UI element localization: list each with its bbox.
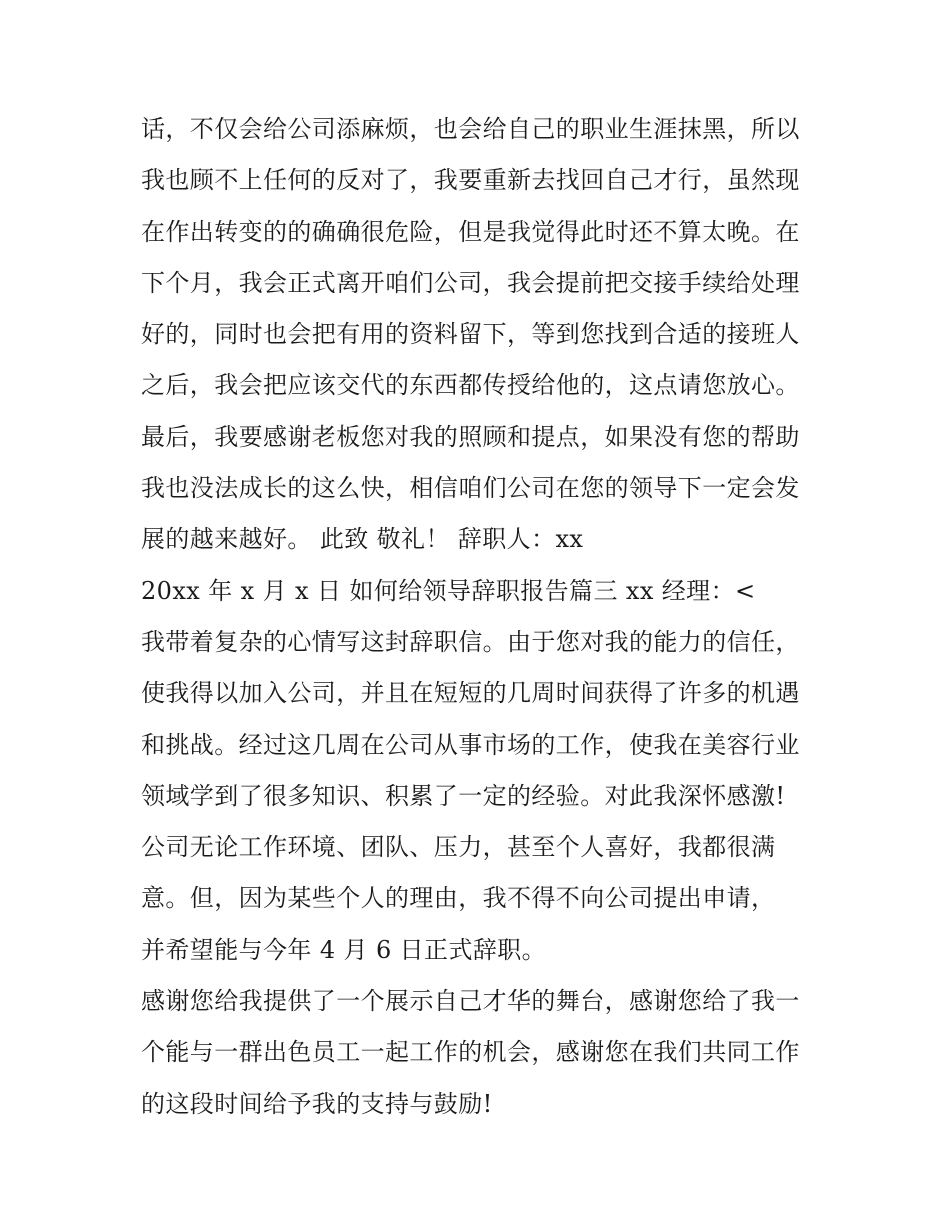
text-line-16: 意。但，因为某些个人的理由，我不得不向公司提出申请， [141, 884, 776, 913]
text-line-3: 在作出转变的的确确很危险，但是我觉得此时还不算太晚。在 [141, 217, 800, 246]
text-line-13: 和挑战。经过这几周在公司从事市场的工作，使我在美容行业 [141, 730, 800, 759]
text-line-8: 我也没法成长的这么快，相信咱们公司在您的领导下一定会发 [141, 474, 800, 503]
text-line-11: 我带着复杂的心情写这封辞职信。由于您对我的能力的信任， [141, 627, 800, 656]
text-line-9: 展的越来越好。 此致 敬礼！ 辞职人：xx [141, 525, 584, 554]
text-line-5: 好的，同时也会把有用的资料留下，等到您找到合适的接班人 [141, 320, 800, 349]
text-line-7: 最后，我要感谢老板您对我的照顾和提点，如果没有您的帮助 [141, 422, 800, 451]
text-line-10: 20xx 年 x 月 x 日 如何给领导辞职报告篇三 xx 经理：< [141, 576, 756, 605]
letter-body [141, 104, 821, 1130]
text-line-1: 话，不仅会给公司添麻烦，也会给自己的职业生涯抹黑，所以 [141, 115, 800, 143]
text-line-2: 我也顾不上任何的反对了，我要重新去找回自己才行，虽然现 [141, 166, 800, 195]
text-line-4: 下个月，我会正式离开咱们公司，我会提前把交接手续给处理 [141, 268, 800, 297]
text-line-19: 个能与一群出色员工一起工作的机会，感谢您在我们共同工作 [141, 1038, 800, 1067]
text-line-6: 之后，我会把应该交代的东西都传授给他的，这点请您放心。 [141, 371, 800, 400]
text-line-18: 感谢您给我提供了一个展示自己才华的舞台，感谢您给了我一 [141, 987, 800, 1016]
text-line-15: 公司无论工作环境、团队、压力，甚至个人喜好，我都很满 [141, 833, 776, 862]
text-line-14: 领域学到了很多知识、积累了一定的经验。对此我深怀感激! [141, 781, 786, 810]
text-line-17: 并希望能与今年 4 月 6 日正式辞职。 [141, 935, 547, 964]
text-line-12: 使我得以加入公司，并且在短短的几周时间获得了许多的机遇 [141, 679, 800, 708]
text-line-20: 的这段时间给予我的支持与鼓励! [141, 1089, 493, 1118]
